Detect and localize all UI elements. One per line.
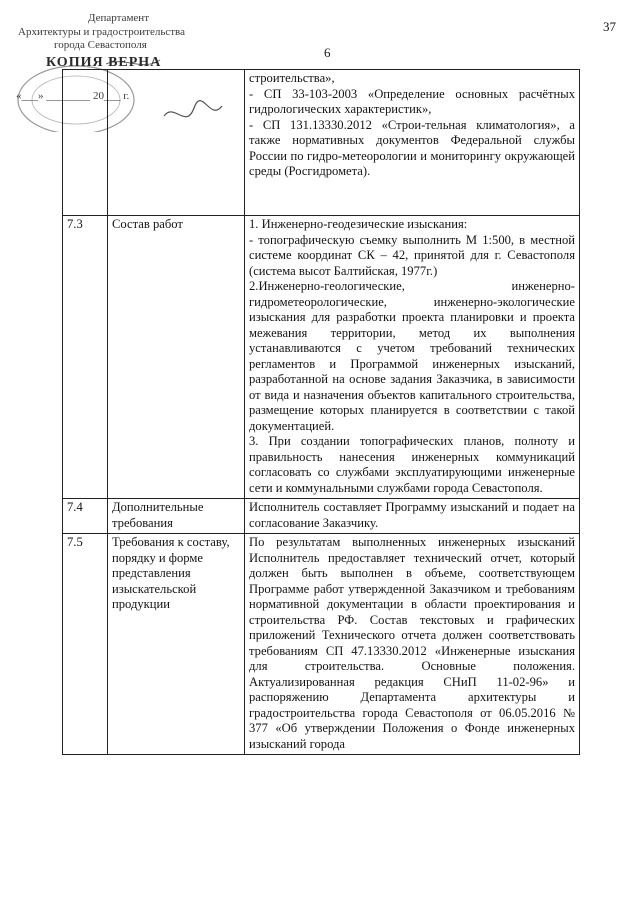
row-number: [63, 70, 108, 216]
row-paragraph: Исполнитель составляет Программу изысканий и подает на согласование Заказчику.: [249, 500, 575, 530]
table-row: [63, 70, 580, 216]
row-paragraph: 3. При создании топографических планов, полноту и правильность нанесения инженерных коммуникаций согласовать со службами эксплуатирующими инженерные сети и коммунальными службами города Севастополя.: [249, 434, 575, 495]
table-row: [63, 216, 580, 499]
page-number-right: 37: [603, 19, 616, 34]
row-content: [245, 216, 580, 499]
row-paragraph: По результатам выполненных инженерных изысканий Исполнитель предоставляет технический отчет, который должен быть выполнен в объеме, соответствующем Программе работ утвержденной Заказчиком и требованиям нормативной документации в области проектирования и строительства РФ. Состав текстовых и графических приложений Технического отчета должен соответствовать требованиям СП 47.13330.2012 «Инженерные изыскания для строительства. Основные положения. Актуализированная редакция СНиП 11-02-96» и распоряжению Департамента архитектуры и градостроительства города Севастополя от 06.05.2016 № 377 «Об утверждении Положения о Фонде инженерных изысканий города: [249, 535, 575, 751]
row-paragraph: - СП 131.13330.2012 «Строи-тельная климатология», а также нормативных документов Федеральной службы России по гидро-метеорологии и мониторингу окружающей среды (Росгидромета).: [249, 117, 575, 178]
row-number: 7.5: [63, 534, 108, 755]
row-title: Состав работ: [108, 216, 245, 499]
table-row: [63, 499, 580, 534]
stamp-line-architecture: Архитектуры и градостроительства: [18, 26, 185, 38]
stamp-line-copy-certified: КОПИЯ ВЕРНА: [46, 55, 162, 70]
row-content: [245, 70, 580, 216]
row-content: [245, 534, 580, 755]
row-number: 7.3: [63, 216, 108, 499]
row-paragraph: 2.Инженерно-геологические, инженерно-гидрометеорологические, инженерно-экологические изыскания для разработки проекта планировки и проекта межевания территории, метод их выполнения устанавливаются с учетом требований технических регламентов и Программой инженерных изысканий, разработанной на основе задания Заказчика, в зависимости от вида и назначения объектов капитального строительства, размещение которых планируется в соответствии с такой документацией.: [249, 279, 575, 433]
stamp-line-department: Департамент: [88, 12, 150, 24]
row-paragraph: - топографическую съемку выполнить М 1:500, в местной системе координат СК – 42, принятой для г. Севастополя (система высот Балтийская, 1977г.): [249, 232, 575, 278]
requirements-table: [62, 69, 580, 755]
row-title: Требования к составу, порядку и форме представления изыскательской продукции: [108, 534, 245, 755]
row-content: [245, 499, 580, 534]
page-number-center: 6: [324, 45, 331, 60]
row-paragraph: 1. Инженерно-геодезические изыскания:: [249, 217, 468, 231]
row-number: 7.4: [63, 499, 108, 534]
row-title: [108, 70, 245, 216]
stamp-line-city: города Севастополя: [54, 39, 147, 51]
row-paragraph: строительства»,: [249, 71, 335, 85]
row-paragraph: - СП 33-103-2003 «Определение основных расчётных гидрологических характеристик»,: [249, 86, 575, 116]
table-row: [63, 534, 580, 755]
row-title: Дополнительные требования: [108, 499, 245, 534]
stamp-line-date: «___» ________ 20___ г.: [16, 90, 130, 102]
